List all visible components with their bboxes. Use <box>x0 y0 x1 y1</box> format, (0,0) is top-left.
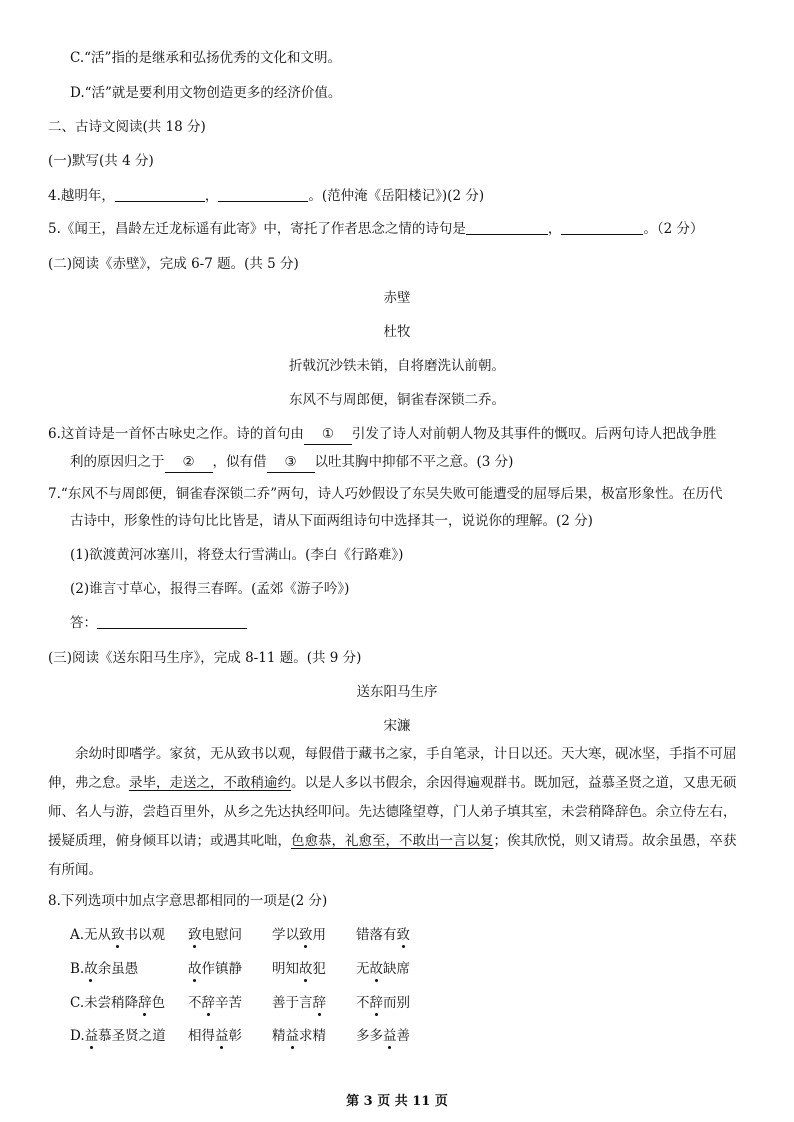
poem-line: 东风不与周郎便，铜雀春深锁二乔。 <box>289 392 505 408</box>
dotted-char: 故 <box>369 961 383 977</box>
option-text: 作镇静 <box>201 961 242 977</box>
dotted-char: 故 <box>84 961 98 977</box>
part-title: (一)默写(共 4 分) <box>48 153 154 169</box>
underlined-sentence: 录毕，走送之，不敢稍逾约 <box>129 775 291 791</box>
option-text: 善于言 <box>272 995 313 1011</box>
option-text <box>356 1026 410 1046</box>
answer-blank[interactable] <box>466 220 548 235</box>
option-text <box>272 993 326 1013</box>
section-title: 二、古诗文阅读(共 18 分) <box>48 119 206 135</box>
part-title: (三)阅读《送东阳马生序》，完成 8-11 题。(共 9 分) <box>48 650 362 666</box>
dotted-char: 辞 <box>138 995 152 1011</box>
option-text: 用 <box>312 927 326 943</box>
dotted-char: 故 <box>188 961 202 977</box>
dotted-char: 致 <box>299 927 313 943</box>
question-5: 5.《闻王，昌龄左迁龙标遥有此寄》中，寄托了作者思念之情的诗句是 ， 。（2 分） <box>48 221 704 237</box>
option-text: 多多 <box>356 1028 383 1044</box>
dotted-char: 故 <box>299 961 313 977</box>
option-text: 电慰问 <box>201 927 242 943</box>
question-6: 6.这首诗是一首怀古咏史之作。诗的首句由 ① 引发了诗人对前朝人物及其事件的慨叹。后两句诗人把战争胜 <box>48 424 754 445</box>
option-text: 书以观 <box>124 927 166 943</box>
essay-text: 余幼时即嗜学。家贫，无从致书以观，每假借于藏书之家，手自笔录，计日以还。天大寒，砚冰坚，手指不可屈伸，弗之怠。录毕，走送之，不敢稍逾约。以是人多以书假余，余因得遍观群书。既加冠，益慕圣贤之道，又患无硕师、名人与游，尝趋百里外，从乡之先达执经叩问。先达德隆望尊，门人弟子填其室，未尝稍降辞色。余立侍左右，援疑质理，俯身倾耳以请；或遇其叱咄，色愈恭，礼愈至，不敢出一言以复；俟其欣悦，则又请焉。故余虽愚，卒获有所闻。 <box>48 746 737 878</box>
option-text: 慕圣贤之道 <box>98 1028 166 1044</box>
option-text: 辛苦 <box>215 995 242 1011</box>
option-text: 彰 <box>228 1028 242 1044</box>
dotted-char: 致 <box>188 927 202 943</box>
option-text: 相得 <box>188 1028 215 1044</box>
option-text <box>356 925 410 945</box>
dotted-char: 益 <box>84 1028 99 1044</box>
option-text <box>356 993 410 1013</box>
option-text: 不 <box>356 995 370 1011</box>
option-text: 明知 <box>272 961 299 977</box>
answer-blank[interactable] <box>97 614 247 629</box>
option-text <box>70 993 165 1013</box>
option-text <box>188 1026 242 1046</box>
option-text <box>356 959 410 979</box>
option-text: 学以 <box>272 927 299 943</box>
question-7-option: (2)谁言寸草心，报得三春晖。(孟郊《游子吟》) <box>70 581 350 597</box>
question-7: 7.“东风不与周郎便，铜雀春深锁二乔”两句，诗人巧妙假设了东吴失败可能遭受的屈辱后果，极富形象性。在历代 <box>48 486 723 502</box>
option-text: 无 <box>356 961 370 977</box>
option-text <box>70 959 138 979</box>
option-text <box>188 993 242 1013</box>
option-text: A.无从 <box>70 927 112 943</box>
option-text: 犯 <box>312 961 326 977</box>
option-text: 求精 <box>299 1028 326 1044</box>
option-text: 不 <box>188 995 202 1011</box>
option-text: 善 <box>396 1028 410 1044</box>
question-7: 古诗中，形象性的诗句比比皆是，请从下面两组诗句中选择其一，说说你的理解。(2 分) <box>70 513 593 529</box>
answer-blank[interactable] <box>561 220 643 235</box>
dotted-char: 辞 <box>201 995 215 1011</box>
q3-option-c: C.“活”指的是继承和弘扬优秀的文化和文明。 <box>70 50 341 66</box>
q3-option-d: D.“活”就是要利用文物创造更多的经济价值。 <box>70 85 342 101</box>
option-text: 错落有 <box>356 927 397 943</box>
essay-author: 宋濂 <box>383 718 411 734</box>
option-text <box>272 959 326 979</box>
poem-line: 折戟沉沙铁未销，自将磨洗认前朝。 <box>289 358 505 374</box>
option-text <box>70 1026 166 1046</box>
option-text: B. <box>70 961 85 977</box>
dotted-char: 辞 <box>312 995 326 1011</box>
option-text <box>272 1026 326 1046</box>
option-text <box>188 959 242 979</box>
option-text: D. <box>70 1028 85 1044</box>
question-7-option: (1)欲渡黄河冰塞川，将登太行雪满山。(李白《行路难》) <box>70 547 404 563</box>
option-text <box>272 925 326 945</box>
option-text: 色 <box>151 995 166 1011</box>
dotted-char: 益 <box>215 1028 229 1044</box>
underlined-sentence: 色愈恭，礼愈至，不敢出一言以复 <box>291 833 494 849</box>
dotted-char: 益 <box>285 1028 299 1044</box>
answer-blank[interactable]: ② <box>165 452 213 473</box>
option-text: 余虽愚 <box>97 961 139 977</box>
poem-title: 赤壁 <box>383 290 411 306</box>
dotted-char: 益 <box>383 1028 397 1044</box>
answer-blank[interactable]: ③ <box>267 452 315 473</box>
dotted-char: 致 <box>111 927 125 943</box>
question-4: 4.越明年， ， 。(范仲淹《岳阳楼记》)(2 分) <box>48 188 485 204</box>
option-text: 而别 <box>383 995 410 1011</box>
question-8: 8.下列选项中加点字意思都相同的一项是(2 分) <box>48 893 328 909</box>
poem-author: 杜牧 <box>383 324 411 340</box>
page-number: 第 3 页 共 11 页 <box>346 1094 448 1109</box>
question-6: 利的原因归之于 ② ，似有借 ③ 以吐其胸中抑郁不平之意。(3 分) <box>70 452 754 473</box>
answer-blank[interactable] <box>218 187 308 202</box>
answer-blank[interactable]: ① <box>304 424 352 445</box>
answer-line: 答： <box>70 613 754 633</box>
option-text: 精 <box>272 1028 286 1044</box>
option-text: C.未尝稍降 <box>70 995 139 1011</box>
option-text <box>70 925 165 945</box>
option-text <box>188 925 242 945</box>
option-text: 缺席 <box>383 961 410 977</box>
essay-title: 送东阳马生序 <box>356 684 438 700</box>
dotted-char: 致 <box>396 927 410 943</box>
dotted-char: 辞 <box>369 995 383 1011</box>
part-title: (二)阅读《赤壁》，完成 6-7 题。(共 5 分) <box>48 256 299 272</box>
answer-blank[interactable] <box>115 187 205 202</box>
